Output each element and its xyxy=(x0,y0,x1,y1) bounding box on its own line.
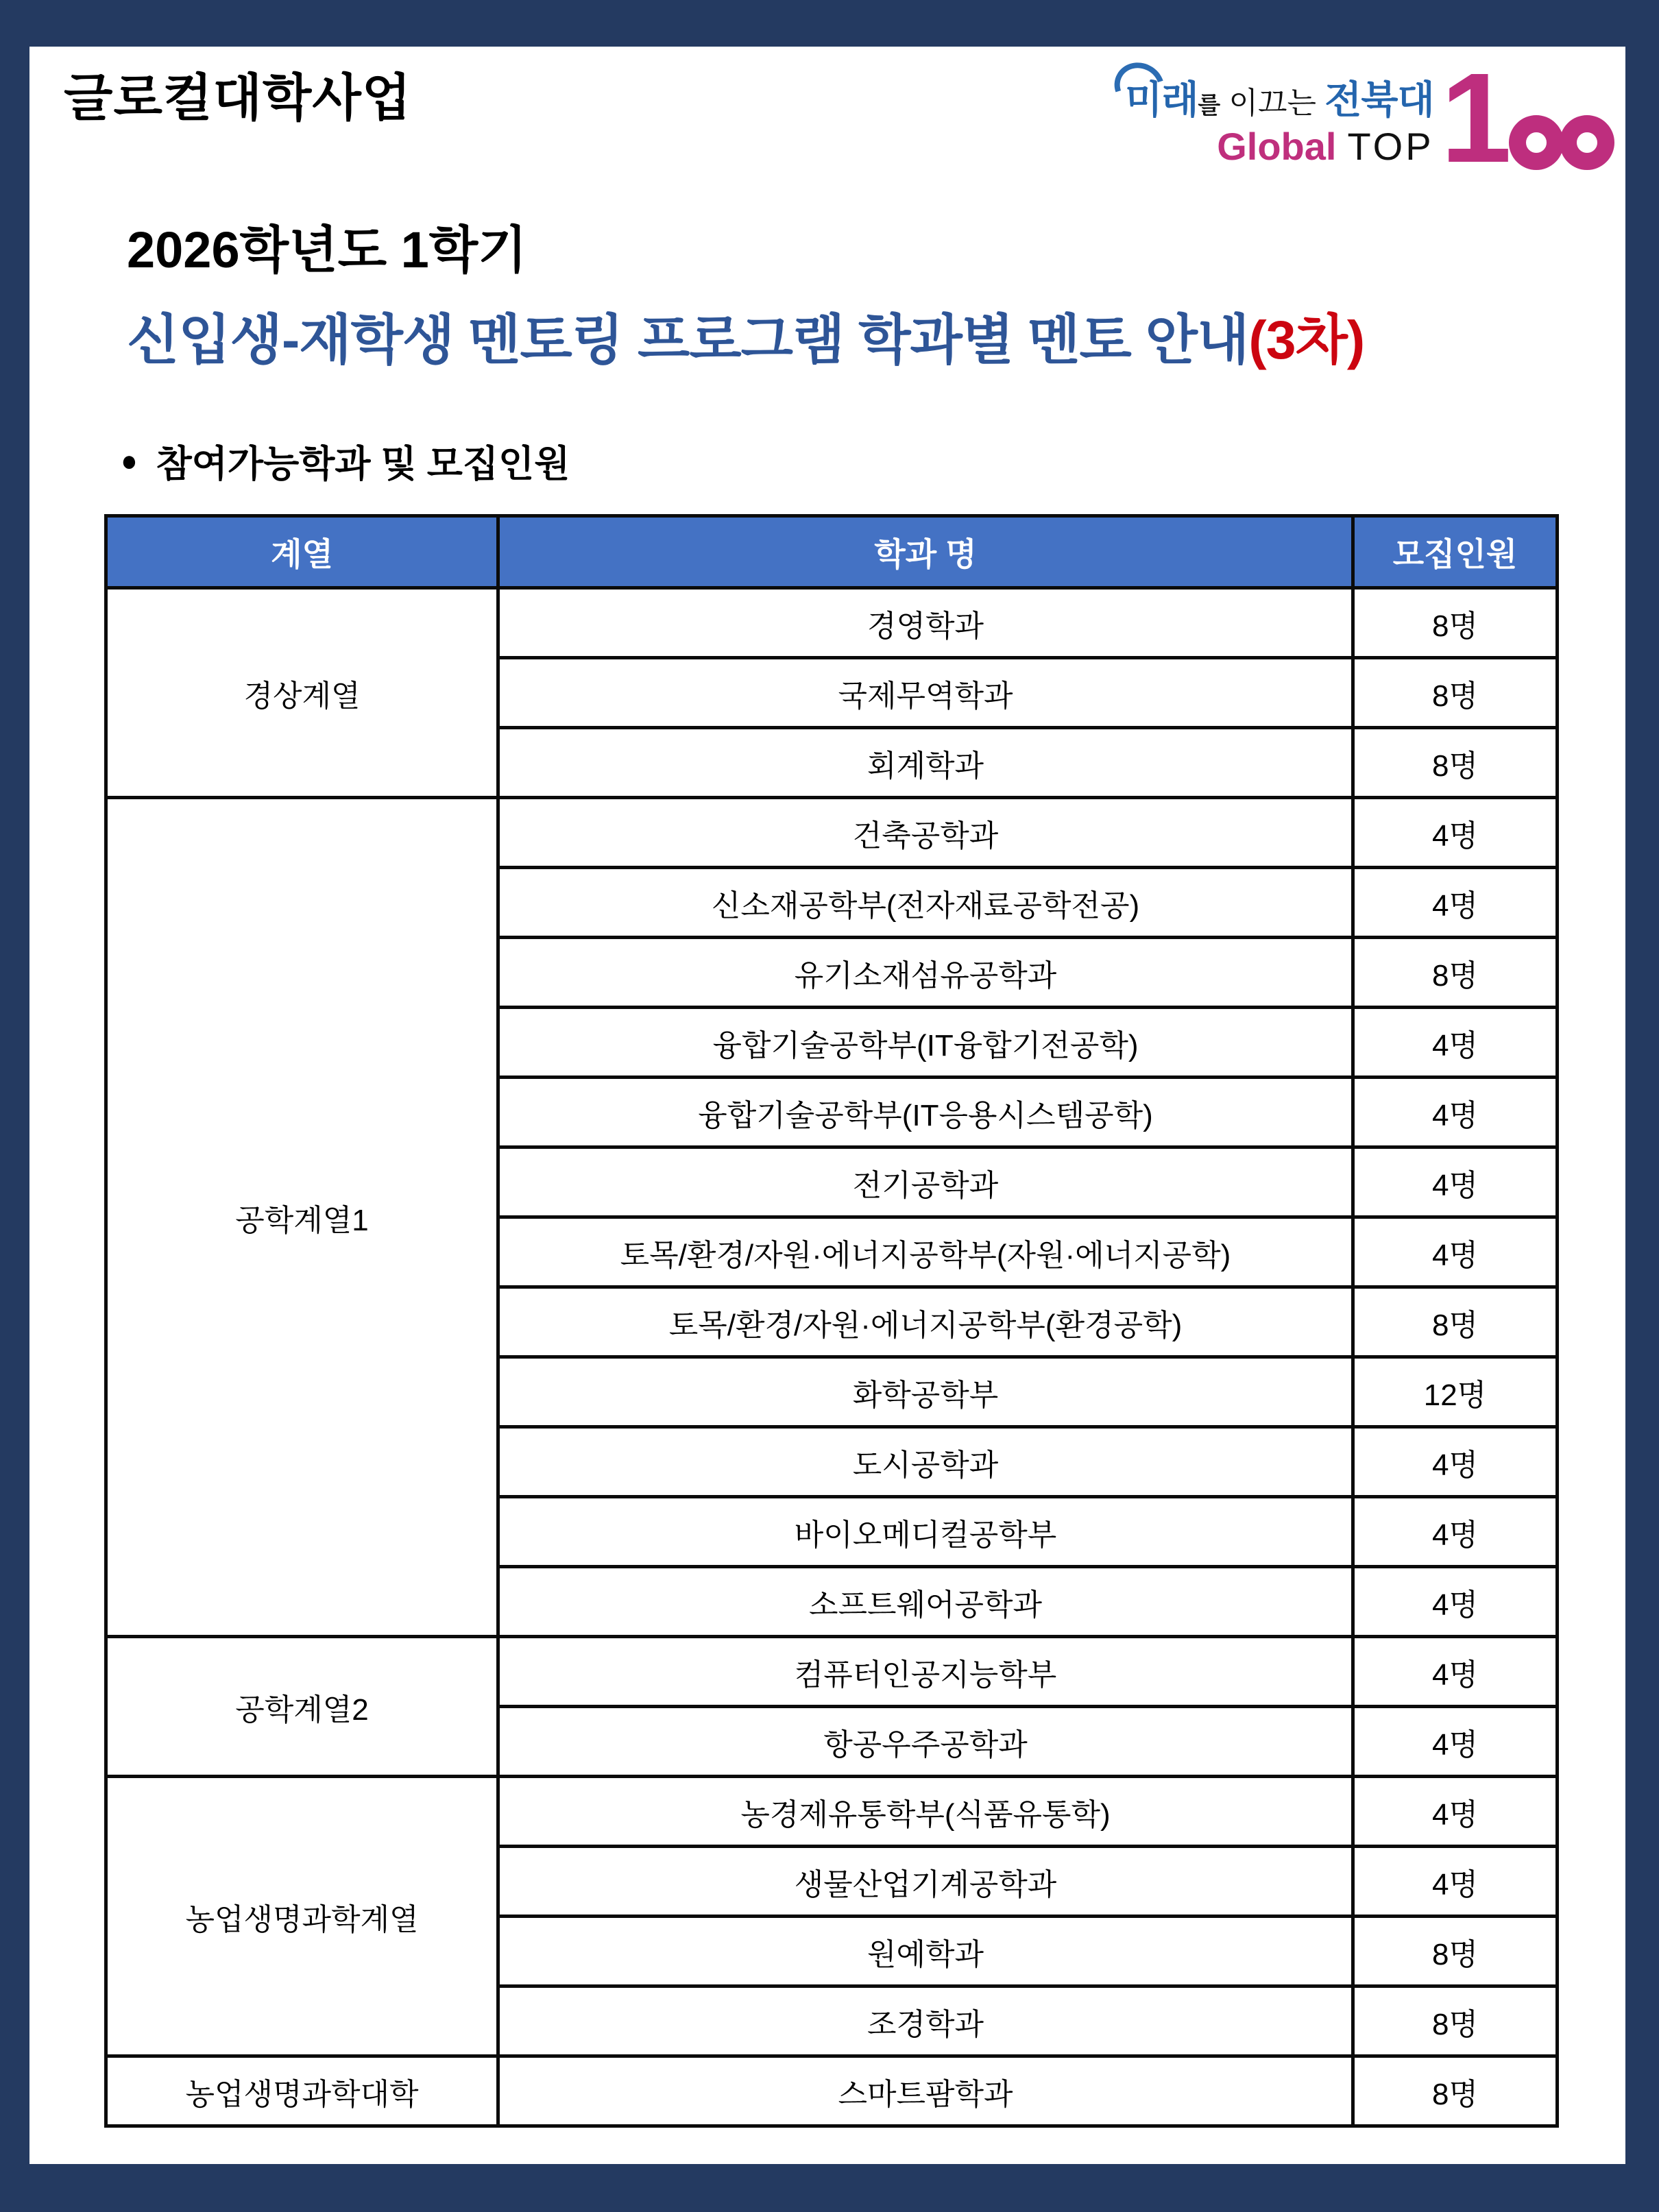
category-cell: 농업생명과학계열 xyxy=(106,1777,498,2056)
col-header-category: 계열 xyxy=(106,516,498,588)
department-cell: 항공우주공학과 xyxy=(498,1707,1353,1777)
logo-zero-ring-icon xyxy=(1509,115,1564,170)
quota-cell: 8명 xyxy=(1353,658,1558,728)
logo-word-leading: 이끄는 xyxy=(1220,86,1325,120)
jbnu-logo xyxy=(1125,47,1614,190)
col-header-quota: 모집인원 xyxy=(1353,516,1558,588)
page-content xyxy=(29,47,1625,2164)
department-cell: 농경제유통학부(식품유통학) xyxy=(498,1777,1353,1847)
department-cell: 융합기술공학부(IT응용시스템공학) xyxy=(498,1078,1353,1147)
department-cell: 원예학과 xyxy=(498,1917,1353,1986)
quota-cell: 8명 xyxy=(1353,588,1558,658)
department-cell: 바이오메디컬공학부 xyxy=(498,1497,1353,1567)
logo-particle: 를 xyxy=(1198,93,1221,119)
department-cell: 스마트팜학과 xyxy=(498,2056,1353,2126)
category-cell: 공학계열2 xyxy=(106,1637,498,1777)
quota-cell: 8명 xyxy=(1353,1287,1558,1357)
logo-100 xyxy=(1440,47,1614,190)
quota-cell: 4명 xyxy=(1353,1147,1558,1217)
logo-word-top: TOP xyxy=(1347,125,1434,168)
quota-cell: 4명 xyxy=(1353,1567,1558,1637)
department-cell: 국제무역학과 xyxy=(498,658,1353,728)
table-row xyxy=(106,798,1558,868)
department-cell: 유기소재섬유공학과 xyxy=(498,938,1353,1008)
department-cell: 회계학과 xyxy=(498,728,1353,798)
quota-cell: 4명 xyxy=(1353,868,1558,938)
logo-digit-one: 1 xyxy=(1440,47,1507,190)
quota-cell: 12명 xyxy=(1353,1357,1558,1427)
department-cell: 도시공학과 xyxy=(498,1427,1353,1497)
logo-tagline xyxy=(1125,78,1434,121)
quota-cell: 4명 xyxy=(1353,1847,1558,1917)
quota-cell: 8명 xyxy=(1353,2056,1558,2126)
logo-word-global: Global xyxy=(1217,125,1337,168)
category-cell: 농업생명과학대학 xyxy=(106,2056,498,2126)
logo-word-jbnu: 전북대 xyxy=(1324,78,1434,121)
page-title-round-badge: (3차) xyxy=(1248,309,1365,370)
quota-cell: 4명 xyxy=(1353,1427,1558,1497)
section-label: 참여가능학과 및 모집인원 xyxy=(156,443,570,485)
quota-cell: 8명 xyxy=(1353,1986,1558,2056)
category-cell: 경상계열 xyxy=(106,588,498,798)
quota-cell: 4명 xyxy=(1353,1078,1558,1147)
program-brand-title: 글로컬대학사업 xyxy=(64,69,412,126)
quota-cell: 8명 xyxy=(1353,938,1558,1008)
logo-word-mirae: 미래 xyxy=(1125,78,1198,121)
quota-cell: 4명 xyxy=(1353,1217,1558,1287)
dept-table xyxy=(104,514,1559,2128)
page-title xyxy=(127,296,1364,374)
page-title-main: 신입생-재학생 멘토링 프로그램 학과별 멘토 안내 xyxy=(127,309,1249,370)
logo-text-block xyxy=(1125,62,1433,166)
department-cell: 소프트웨어공학과 xyxy=(498,1567,1353,1637)
department-cell: 토목/환경/자원·에너지공학부(자원·에너지공학) xyxy=(498,1217,1353,1287)
quota-cell: 4명 xyxy=(1353,798,1558,868)
col-header-department: 학과 명 xyxy=(498,516,1353,588)
logo-zero-ring-icon xyxy=(1560,115,1614,170)
department-cell: 생물산업기계공학과 xyxy=(498,1847,1353,1917)
quota-cell: 4명 xyxy=(1353,1008,1558,1078)
category-cell: 공학계열1 xyxy=(106,798,498,1637)
logo-global-top xyxy=(1125,127,1433,166)
department-cell: 신소재공학부(전자재료공학전공) xyxy=(498,868,1353,938)
department-cell: 건축공학과 xyxy=(498,798,1353,868)
quota-cell: 4명 xyxy=(1353,1707,1558,1777)
table-row xyxy=(106,2056,1558,2126)
table-row xyxy=(106,588,1558,658)
department-cell: 경영학과 xyxy=(498,588,1353,658)
table-row xyxy=(106,1637,1558,1707)
quota-cell: 4명 xyxy=(1353,1497,1558,1567)
quota-cell: 4명 xyxy=(1353,1777,1558,1847)
table-row xyxy=(106,1777,1558,1847)
department-cell: 조경학과 xyxy=(498,1986,1353,2056)
department-cell: 전기공학과 xyxy=(498,1147,1353,1217)
table-header-row xyxy=(106,516,1558,588)
quota-cell: 4명 xyxy=(1353,1637,1558,1707)
department-cell: 융합기술공학부(IT융합기전공학) xyxy=(498,1008,1353,1078)
quota-cell: 8명 xyxy=(1353,728,1558,798)
semester-title: 2026학년도 1학기 xyxy=(127,221,527,278)
bullet-icon: ● xyxy=(121,443,138,478)
department-cell: 화학공학부 xyxy=(498,1357,1353,1427)
department-cell: 컴퓨터인공지능학부 xyxy=(498,1637,1353,1707)
quota-cell: 8명 xyxy=(1353,1917,1558,1986)
department-cell: 토목/환경/자원·에너지공학부(환경공학) xyxy=(498,1287,1353,1357)
section-heading xyxy=(120,435,570,487)
